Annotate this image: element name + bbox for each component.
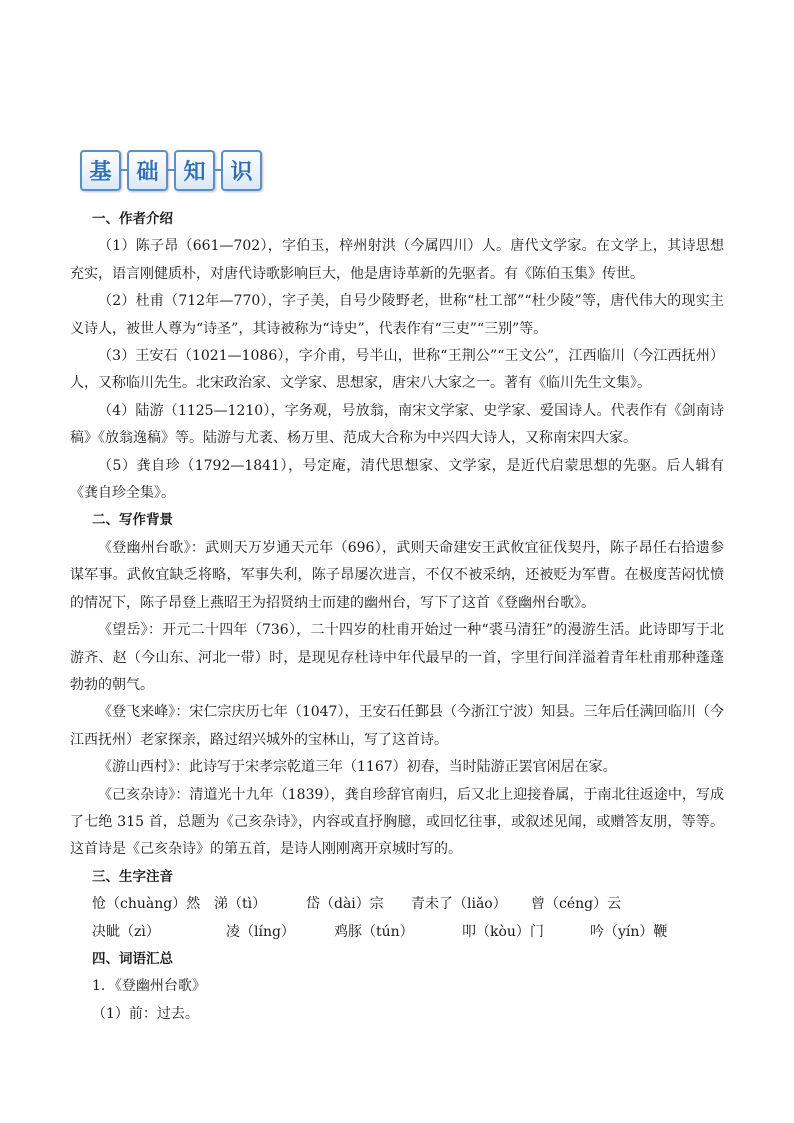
banner-char-2: 础 bbox=[127, 150, 168, 191]
background-paragraph-2: 《望岳》：开元二十四年（736），二十四岁的杜甫开始过一种“裘马清狂”的漫游生活。此诗即写于北游齐、赵（今山东、河北一带）时，是现见存杜诗中年代最早的一首，字里行间洋溢着青年杜甫那种蓬蓬勃勃的朝气。 bbox=[70, 622, 724, 693]
banner-char-3: 知 bbox=[174, 150, 215, 191]
author-paragraph-4: （4）陆游（1125—1210），字务观，号放翁，南宋文学家、史学家、爱国诗人。代表作有《剑南诗稿》《放翁逸稿》等。陆游与尤袤、杨万里、范成大合称为中兴四大诗人，又称南宋四大家。 bbox=[70, 402, 724, 447]
pronunciation-item: 岱（dài）宗 bbox=[306, 896, 384, 913]
banner-char-4: 识 bbox=[221, 150, 262, 191]
banner-char-1: 基 bbox=[80, 150, 121, 191]
vocabulary-entry: （1）前：过去。 bbox=[92, 1005, 199, 1022]
section-heading-vocabulary: 四、词语汇总 bbox=[92, 950, 173, 967]
author-paragraph-2: （2）杜甫（712年—770），字子美，自号少陵野老，世称“杜工部”“杜少陵”等，唐代伟大的现实主义诗人，被世人尊为“诗圣”，其诗被称为“诗史”，代表作有“三吏”“三别”等。 bbox=[70, 293, 724, 337]
background-paragraph-4: 《游山西村》：此诗写于宋孝宗乾道三年（1167）初春，当时陆游正罢官闲居在家。 bbox=[98, 759, 617, 776]
pronunciation-item: 叩（kòu）门 bbox=[462, 923, 544, 940]
section-heading-author: 一、作者介绍 bbox=[92, 211, 173, 227]
section-banner bbox=[80, 150, 262, 190]
author-paragraph-5: （5）龚自珍（1792—1841），号定庵，清代思想家、文学家，是近代启蒙思想的先驱。后人辑有《龚自珍全集》。 bbox=[70, 457, 724, 502]
vocabulary-subheading: 1．《登幽州台歌》 bbox=[92, 978, 206, 995]
pronunciation-item: 决眦（zì） bbox=[92, 923, 160, 940]
document-body bbox=[70, 206, 724, 1028]
background-paragraph-3: 《登飞来峰》：宋仁宗庆历七年（1047），王安石任鄞县（今浙江宁波）知县。三年后任满回临川（今江西抚州）老家探亲，路过绍兴城外的宝林山，写了这首诗。 bbox=[70, 704, 724, 748]
pronunciation-item: 曾（céng）云 bbox=[531, 896, 622, 913]
author-paragraph-1: （1）陈子昂（661—702），字伯玉，梓州射洪（今属四川）人。唐代文学家。在文学上，其诗思想充实，语言刚健质朴，对唐代诗歌影响巨大，他是唐诗革新的先驱者。有《陈伯玉集》传世。 bbox=[70, 238, 724, 282]
background-paragraph-1: 《登幽州台歌》：武则天万岁通天元年（696），武则天命建安王武攸宜征伐契丹，陈子昂任右拾遗参谋军事。武攸宜缺乏将略，军事失利，陈子昂屡次进言，不仅不被采纳，还被贬为军曹。在极度苦闷忧愤的情况下，陈子昂登上燕昭王为招贤纳士而建的幽州台，写下了这首《登幽州台歌》。 bbox=[70, 539, 724, 611]
pronunciation-item: 吟（yín）鞭 bbox=[590, 923, 668, 940]
section-heading-pronunciation: 三、生字注音 bbox=[92, 868, 173, 885]
background-paragraph-5: 《己亥杂诗》：清道光十九年（1839），龚自珍辞官南归，后又北上迎接眷属，于南北往返途中，写成了七绝 315 首，总题为《己亥杂诗》，内容或直抒胸臆，或回忆往事，或叙述见闻，或赠答友朋，等等。这首诗是《己亥杂诗》的第五首，是诗人刚刚离开京城时写的。 bbox=[70, 786, 724, 858]
section-heading-background: 二、写作背景 bbox=[92, 512, 173, 529]
pronunciation-item: 鸡豚（tún） bbox=[334, 923, 414, 940]
author-paragraph-3: （3）王安石（1021—1086），字介甫，号半山，世称“王荆公”“王文公”，江西临川（今江西抚州）人，又称临川先生。北宋政治家、文学家、思想家，唐宋八大家之一。著有《临川先生文集》。 bbox=[70, 348, 724, 392]
pronunciation-row-2 bbox=[70, 919, 724, 946]
pronunciation-item: 凌（líng） bbox=[226, 923, 295, 940]
pronunciation-row-1 bbox=[70, 891, 724, 918]
pronunciation-item: 怆（chuàng）然 bbox=[92, 896, 201, 913]
pronunciation-item: 涕（tì） bbox=[214, 896, 267, 913]
pronunciation-item: 青未了（liǎo） bbox=[411, 896, 507, 913]
